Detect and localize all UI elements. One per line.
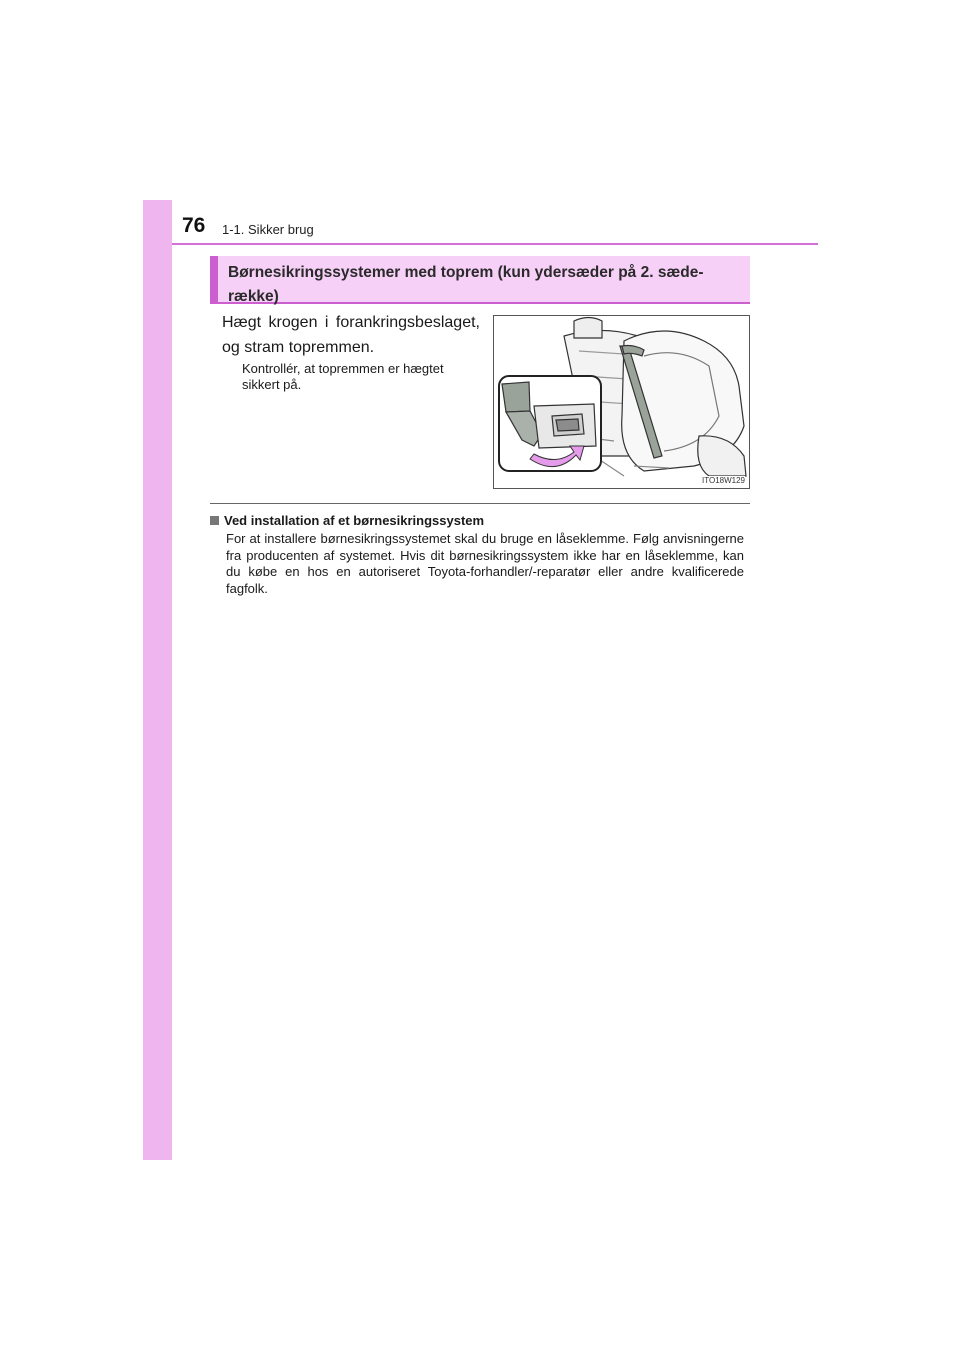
running-title: 1-1. Sikker brug xyxy=(222,222,314,237)
page-number: 76 xyxy=(182,214,206,237)
subsection-body: For at installere børnesikringssystemet skal du bruge en låseklemme. Følg anvisningerne fra producenten af systemet. Hvis dit børnesikringssystem ikke har en låseklemme, kan du købe en hos en autoriseret Toyota-forhandler/-reparatør eller andre kvalificerede fagfolk. xyxy=(226,531,744,596)
figure-code: ITO18W129 xyxy=(702,476,745,485)
chapter-tab-bar xyxy=(143,200,172,1160)
tether-strap-illustration xyxy=(493,315,750,489)
section-divider xyxy=(210,503,750,504)
seat-illustration xyxy=(494,316,750,489)
square-bullet-icon xyxy=(210,516,219,525)
instruction-text: Hægt krogen i forankringsbeslaget, og stram topremmen. xyxy=(222,314,480,356)
subsection-heading xyxy=(210,513,484,528)
section-title: Børnesikringssystemer med toprem (kun ydersæder på 2. sæde-række) xyxy=(228,264,704,305)
section-heading-box xyxy=(210,256,750,304)
header-rule xyxy=(172,243,818,245)
instruction-note: Kontrollér, at topremmen er hægtet sikkert på. xyxy=(242,361,444,392)
subsection-title: Ved installation af et børnesikringssystem xyxy=(224,513,485,528)
